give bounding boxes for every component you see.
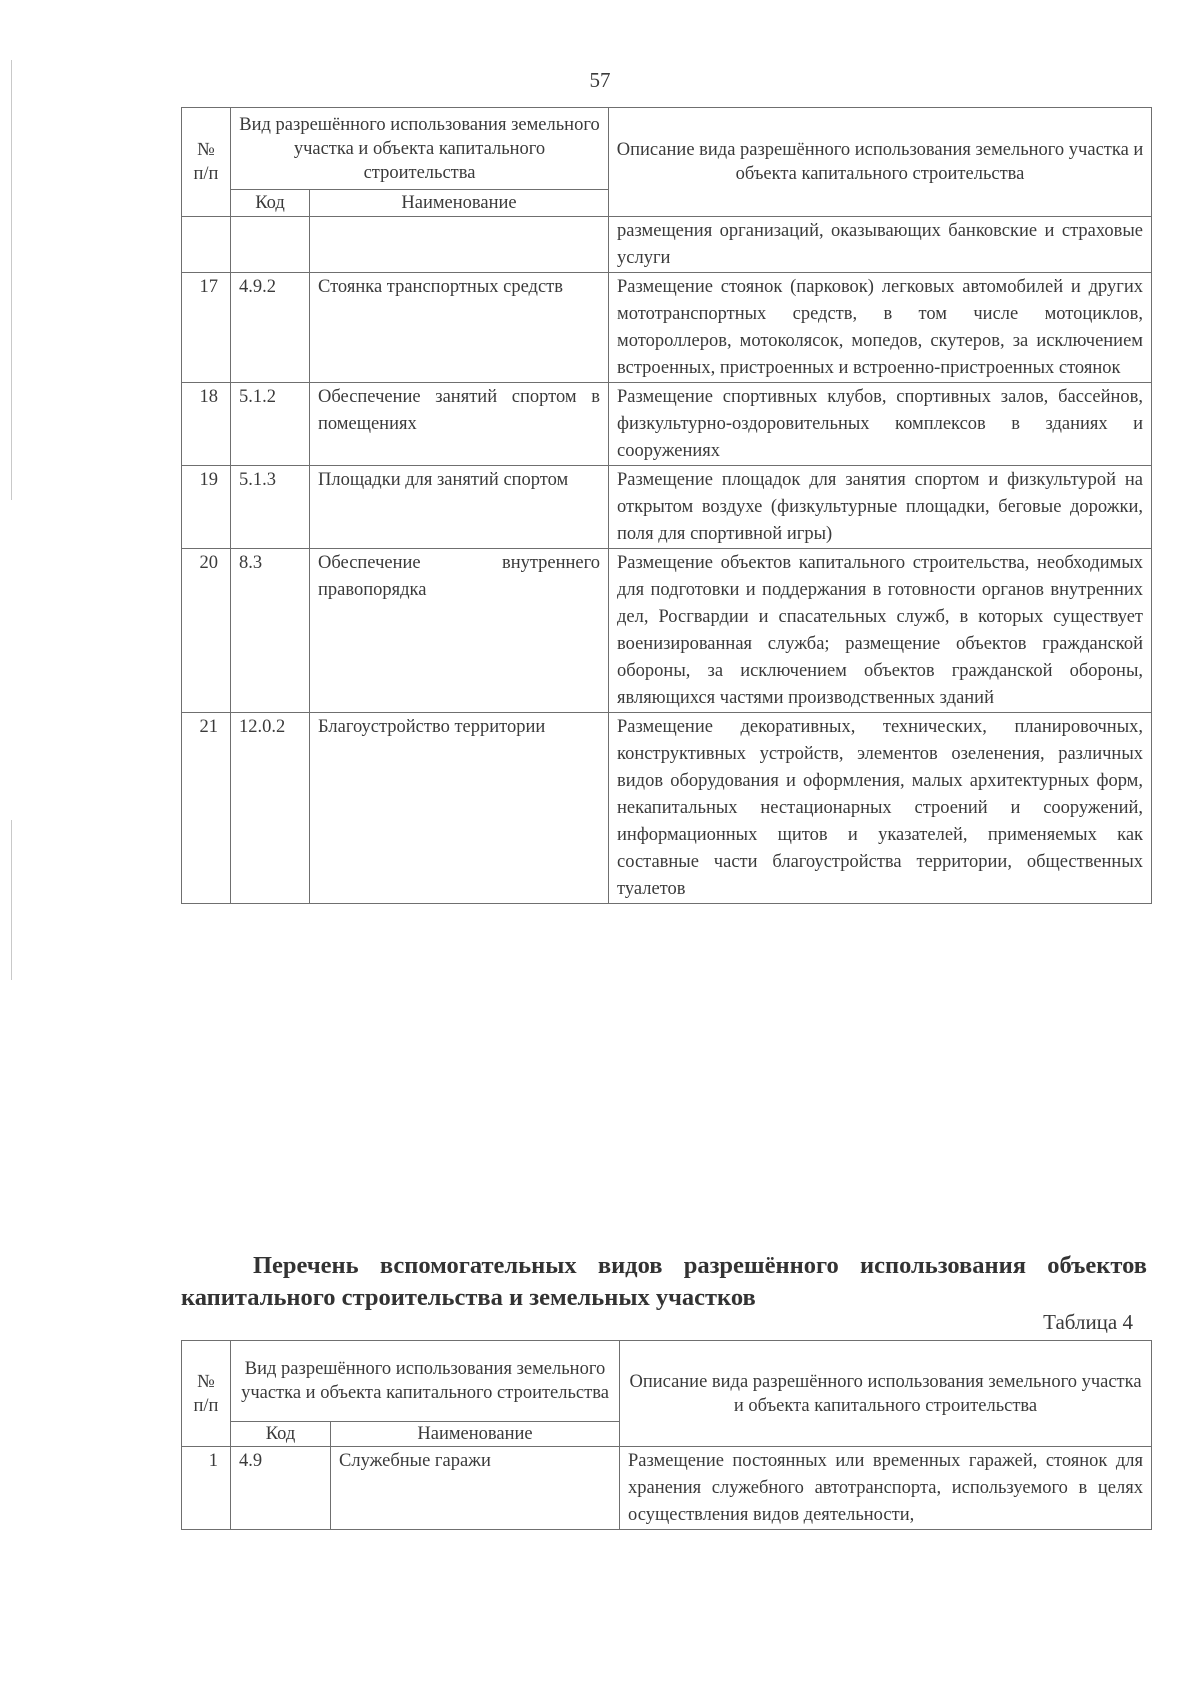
row-name: Стоянка транспортных средств bbox=[310, 273, 609, 383]
row-code: 4.9.2 bbox=[231, 273, 310, 383]
section-title-text: Перечень вспомогательных видов разрешённого использования объектов капитального строительства и земельных участков bbox=[181, 1252, 1147, 1311]
row-code: 4.9 bbox=[231, 1447, 331, 1530]
scan-edge-mark bbox=[11, 60, 12, 500]
row-code: 8.3 bbox=[231, 549, 310, 713]
header-name: Наименование bbox=[331, 1422, 620, 1447]
permitted-use-table bbox=[181, 107, 1152, 904]
table-row bbox=[182, 466, 1152, 549]
page-number: 57 bbox=[589, 68, 611, 92]
row-name: Благоустройство территории bbox=[310, 713, 609, 904]
row-name bbox=[310, 217, 609, 273]
row-description: Размещение площадок для занятия спортом и физкультурой на открытом воздухе (физкультурные площадки, беговые дорожки, поля для спортивной игры) bbox=[609, 466, 1152, 549]
auxiliary-use-table bbox=[181, 1340, 1152, 1530]
row-number: 18 bbox=[182, 383, 231, 466]
row-code bbox=[231, 217, 310, 273]
row-code: 12.0.2 bbox=[231, 713, 310, 904]
row-number bbox=[182, 217, 231, 273]
row-description: Размещение постоянных или временных гаражей, стоянок для хранения служебного автотранспорта, используемого в целях осуществления видов деятельности, bbox=[620, 1447, 1152, 1530]
header-num: № п/п bbox=[182, 1341, 231, 1447]
header-code: Код bbox=[231, 1422, 331, 1447]
row-number: 21 bbox=[182, 713, 231, 904]
row-name: Обеспечение занятий спортом в помещениях bbox=[310, 383, 609, 466]
table-caption: Таблица 4 bbox=[1043, 1310, 1133, 1334]
table-row bbox=[182, 713, 1152, 904]
scan-edge-mark bbox=[11, 820, 12, 980]
table-row bbox=[182, 1447, 1152, 1530]
row-number: 20 bbox=[182, 549, 231, 713]
row-description: Размещение стоянок (парковок) легковых автомобилей и других мототранспортных средств, в том числе мотоциклов, мотороллеров, мотоколясок, мопедов, скутеров, за исключением встроенных, пристроенных и встроенно-пристроенных стоянок bbox=[609, 273, 1152, 383]
row-number: 1 bbox=[182, 1447, 231, 1530]
row-description: размещения организаций, оказывающих банковские и страховые услуги bbox=[609, 217, 1152, 273]
row-code: 5.1.3 bbox=[231, 466, 310, 549]
header-code: Код bbox=[231, 190, 310, 217]
row-number: 19 bbox=[182, 466, 231, 549]
row-description: Размещение объектов капитального строительства, необходимых для подготовки и поддержания в готовности органов внутренних дел, Росгвардии и спасательных служб, в которых существует военизированная служба; размещение объектов гражданской обороны, за исключением объектов гражданской обороны, являющихся частями производственных зданий bbox=[609, 549, 1152, 713]
row-name: Служебные гаражи bbox=[331, 1447, 620, 1530]
header-num: № п/п bbox=[182, 108, 231, 217]
header-description: Описание вида разрешённого использования земельного участка и объекта капитального строительства bbox=[620, 1341, 1152, 1447]
table-row bbox=[182, 549, 1152, 713]
table-row bbox=[182, 383, 1152, 466]
header-group: Вид разрешённого использования земельного участка и объекта капитального строительства bbox=[231, 108, 609, 190]
row-description: Размещение декоративных, технических, планировочных, конструктивных устройств, элементов озеленения, различных видов оборудования и оформления, малых архитектурных форм, некапитальных нестационарных строений и сооружений, информационных щитов и указателей, применяемых как составные части благоустройства территории, общественных туалетов bbox=[609, 713, 1152, 904]
row-name: Обеспечение внутреннего правопорядка bbox=[310, 549, 609, 713]
section-title bbox=[181, 1250, 1147, 1314]
table-row bbox=[182, 273, 1152, 383]
row-code: 5.1.2 bbox=[231, 383, 310, 466]
table-row bbox=[182, 217, 1152, 273]
row-number: 17 bbox=[182, 273, 231, 383]
header-name: Наименование bbox=[310, 190, 609, 217]
header-group: Вид разрешённого использования земельного участка и объекта капитального строительства bbox=[231, 1341, 620, 1422]
row-name: Площадки для занятий спортом bbox=[310, 466, 609, 549]
header-description: Описание вида разрешённого использования земельного участка и объекта капитального строительства bbox=[609, 108, 1152, 217]
row-description: Размещение спортивных клубов, спортивных залов, бассейнов, физкультурно-оздоровительных комплексов в зданиях и сооружениях bbox=[609, 383, 1152, 466]
